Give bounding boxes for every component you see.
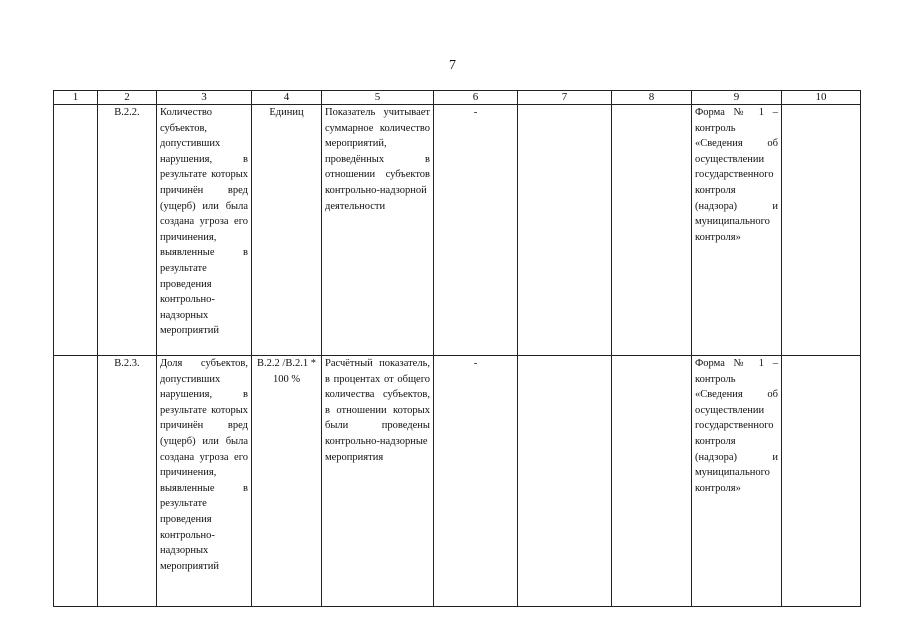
- column-header: 8: [612, 91, 692, 105]
- table-cell-col10: [782, 105, 861, 356]
- indicator-description: Показатель учитывает суммарное количество мероприятий, проведённых в отношении субъектов контрольно-надзорной деятельности: [322, 105, 434, 356]
- column-header: 10: [782, 91, 861, 105]
- table-cell-col10: [782, 356, 861, 607]
- indicator-unit: В.2.2 /В.2.1 * 100 %: [252, 356, 322, 607]
- column-header: 9: [692, 91, 782, 105]
- table-cell-col1: [54, 105, 98, 356]
- indicator-description: Расчётный показатель, в процентах от общего количества субъектов, в отношении которых были проведены контрольно-надзорные мероприятия: [322, 356, 434, 607]
- table-header-row: [54, 91, 861, 105]
- indicator-name: Количество субъектов, допустивших нарушения, в результате которых причинён вред (ущерб) или была создана угроза его причинения, выявленные в результате проведения контрольно-надзорных мероприятий: [157, 105, 252, 356]
- column-header: 6: [434, 91, 518, 105]
- table-row: [54, 356, 861, 607]
- table-cell-col7: [518, 105, 612, 356]
- column-header: 5: [322, 91, 434, 105]
- indicator-code: В.2.3.: [98, 356, 157, 607]
- page-number: 7: [449, 58, 456, 73]
- column-header: 7: [518, 91, 612, 105]
- indicator-source: Форма № 1 – контроль «Сведения об осуществлении государственного контроля (надзора) и муниципального контроля»: [692, 356, 782, 607]
- indicator-source: Форма № 1 – контроль «Сведения об осуществлении государственного контроля (надзора) и муниципального контроля»: [692, 105, 782, 356]
- column-header: 3: [157, 91, 252, 105]
- table-cell-col1: [54, 356, 98, 607]
- table-cell-col8: [612, 356, 692, 607]
- table-cell-col6: -: [434, 105, 518, 356]
- indicator-code: В.2.2.: [98, 105, 157, 356]
- indicator-unit: Единиц: [252, 105, 322, 356]
- table-cell-col8: [612, 105, 692, 356]
- column-header: 2: [98, 91, 157, 105]
- table-cell-col6: -: [434, 356, 518, 607]
- indicator-name: Доля субъектов, допустивших нарушения, в результате которых причинён вред (ущерб) или была создана угроза его причинения, выявленные в результате проведения контрольно-надзорных мероприятий: [157, 356, 252, 607]
- table-cell-col7: [518, 356, 612, 607]
- column-header: 4: [252, 91, 322, 105]
- table-row: [54, 105, 861, 356]
- indicators-table: [53, 90, 861, 607]
- column-header: 1: [54, 91, 98, 105]
